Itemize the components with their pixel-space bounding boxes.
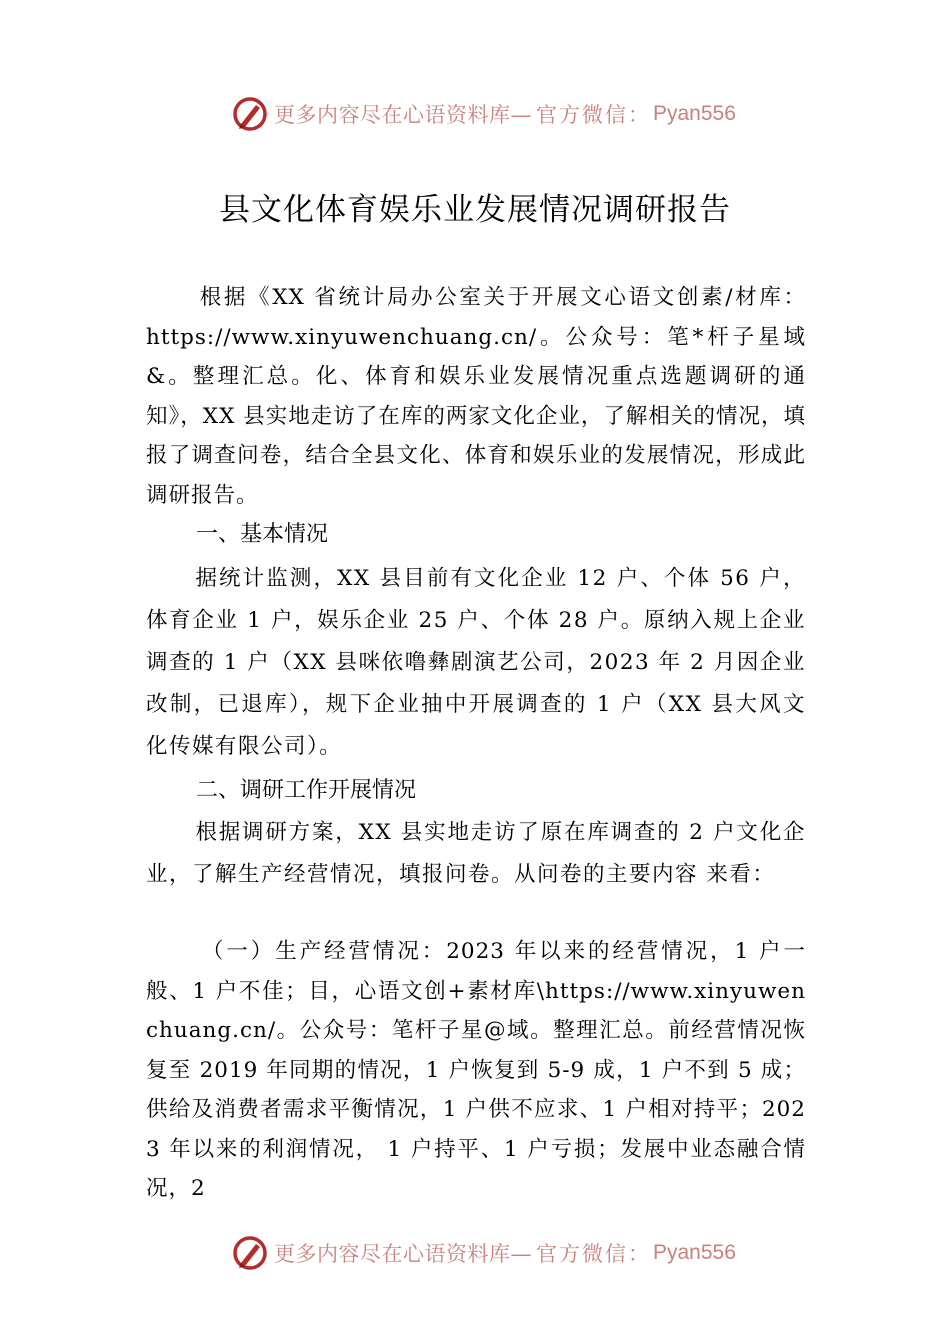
watermark-wechat-label: 官方微信： [536,103,651,127]
paragraph-basic-situation: 据统计监测，XX 县目前有文化企业 12 户、个体 56 户，体育企业 1 户，娱乐企业 25 户、个体 28 户。原纳入规上企业调查的 1 户（XX 县咪依噜彝剧演艺公司，2023 年 2 月因企业改制，已退库），规下企业抽中开展调查的 1 户（XX 县大风文化传媒有限公司）。 [146,566,806,759]
watermark-banner-bottom [232,1233,752,1273]
pen-logo-icon [232,96,268,132]
document-title: 县文化体育娱乐业发展情况调研报告 [219,192,731,228]
section-heading-research: 二、调研工作开展情况 [196,777,417,802]
pen-logo-icon [232,1235,268,1271]
watermark-text: 更多内容尽在心语资料库— [274,1242,532,1266]
watermark-wechat-id: Pyan556 [653,102,736,125]
paragraph-research-intro: 根据调研方案，XX 县实地走访了原在库调查的 2 户文化企业，了解生产经营情况，填报问卷。从问卷的主要内容 来看： [146,820,806,887]
paragraph-operations: （一）生产经营情况：2023 年以来的经营情况，1 户一般、1 户不佳；目，心语文创+素材库\https://www.xinyuwenchuang.cn/。公众号：笔杆子星@域。整理汇总。前经营情况恢复至 2019 年同期的情况，1 户恢复到 5-9 成，1 户不到 5 成；供给及消费者需求平衡情况，1 户供不应求、1 户相对持平；2023 年以来的利润情况， 1 户持平、1 户亏损；发展中业态融合情况，2 [146,939,806,1201]
watermark-text: 更多内容尽在心语资料库— [274,103,532,127]
paragraph-intro: 根据《XX 省统计局办公室关于开展文心语文创素/材库：https://www.xinyuwenchuang.cn/。公众号：笔*杆子星域&。整理汇总。化、体育和娱乐业发展情况重点选题调研的通知》，XX 县实地走访了在库的两家文化企业，了解相关的情况，填报了调查问卷，结合全县文化、体育和娱乐业的发展情况，形成此调研报告。 [146,285,806,508]
watermark-banner-top [232,94,752,134]
section-heading-basic: 一、基本情况 [196,521,329,546]
watermark-wechat-label: 官方微信： [536,1242,651,1266]
watermark-wechat-id: Pyan556 [653,1241,736,1264]
